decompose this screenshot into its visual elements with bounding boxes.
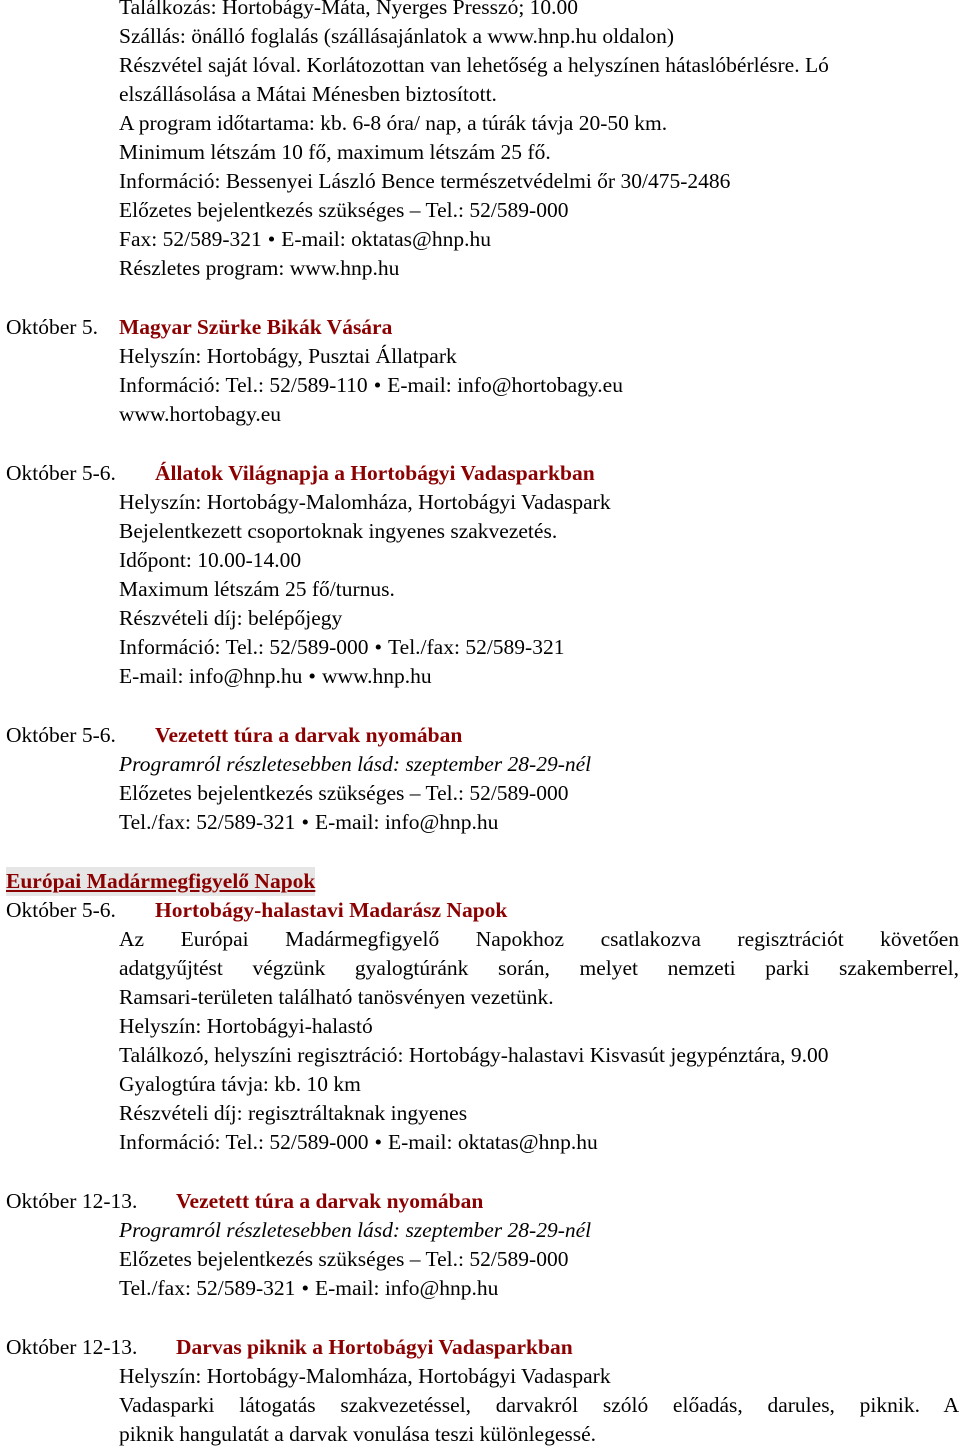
event-title: Darvas piknik a Hortobágyi Vadasparkban bbox=[176, 1335, 573, 1359]
fax-info: Tel./fax: 52/589-321 bbox=[119, 1276, 296, 1300]
event-date: Október 12-13. bbox=[6, 1335, 138, 1359]
intro-line: Szállás: önálló foglalás (szállásajánlatok a www.hnp.hu oldalon) bbox=[119, 24, 675, 48]
intro-line: elszállásolása a Mátai Ménesben biztosított. bbox=[119, 82, 497, 106]
event-line: Részvételi díj: regisztráltaknak ingyenes bbox=[119, 1101, 468, 1125]
event-title: Hortobágy-halastavi Madarász Napok bbox=[155, 898, 508, 922]
email-address: E-mail: oktatas@hnp.hu bbox=[281, 227, 491, 251]
event-contact-line bbox=[119, 662, 432, 691]
section-heading: Európai Madármegfigyelő Napok bbox=[6, 867, 315, 896]
event-line: www.hortobagy.eu bbox=[119, 402, 282, 426]
event-line: Helyszín: Hortobágy-Malomháza, Hortobágyi Vadaspark bbox=[119, 490, 611, 514]
event-contact-line bbox=[119, 633, 564, 662]
event-paragraph-line bbox=[119, 954, 959, 983]
fax-info: Tel./fax: 52/589-321 bbox=[388, 635, 565, 659]
justified-text: adatgyűjtést végzünk gyalogtúránk során, melyet nemzeti parki szakemberrel, bbox=[119, 956, 959, 980]
fax-info: Tel./fax: 52/589-321 bbox=[119, 810, 296, 834]
intro-line: Információ: Bessenyei László Bence természetvédelmi őr 30/475-2486 bbox=[119, 169, 731, 193]
email-address: E-mail: oktatas@hnp.hu bbox=[388, 1130, 598, 1154]
event-line: Maximum létszám 25 fő/turnus. bbox=[119, 577, 395, 601]
event-line: Időpont: 10.00-14.00 bbox=[119, 548, 302, 572]
intro-line: Részvétel saját lóval. Korlátozottan van lehetőség a helyszínen hátaslóbérlésre. Ló bbox=[119, 53, 829, 77]
event-paragraph-line bbox=[119, 925, 959, 954]
intro-line: Minimum létszám 10 fő, maximum létszám 25 fő. bbox=[119, 140, 551, 164]
fax-number: Fax: 52/589-321 bbox=[119, 227, 262, 251]
event-line: Részvételi díj: belépőjegy bbox=[119, 606, 343, 630]
event-date: Október 5-6. bbox=[6, 898, 116, 922]
event-contact-line bbox=[119, 1128, 598, 1157]
intro-line: Előzetes bejelentkezés szükséges – Tel.: 52/589-000 bbox=[119, 198, 569, 222]
event-line: Helyszín: Hortobágyi-halastó bbox=[119, 1014, 373, 1038]
event-contact-line bbox=[119, 808, 498, 837]
bullet-icon: • bbox=[301, 1276, 309, 1300]
event-title: Vezetett túra a darvak nyomában bbox=[176, 1189, 484, 1213]
event-line: Bejelentkezett csoportoknak ingyenes szakvezetés. bbox=[119, 519, 558, 543]
event-note: Programról részletesebben lásd: szeptember 28-29-nél bbox=[119, 752, 592, 776]
event-title: Vezetett túra a darvak nyomában bbox=[155, 723, 463, 747]
event-date: Október 5-6. bbox=[6, 723, 116, 747]
email-address: E-mail: info@hnp.hu bbox=[119, 664, 303, 688]
event-line: Találkozó, helyszíni regisztráció: Hortobágy-halastavi Kisvasút jegypénztára, 9.00 bbox=[119, 1043, 829, 1067]
event-paragraph-line bbox=[119, 1391, 959, 1420]
event-note: Programról részletesebben lásd: szeptember 28-29-nél bbox=[119, 1218, 592, 1242]
event-line: Helyszín: Hortobágy, Pusztai Állatpark bbox=[119, 344, 457, 368]
bullet-icon: • bbox=[374, 635, 383, 659]
bullet-icon: • bbox=[267, 227, 276, 251]
bullet-icon: • bbox=[301, 810, 309, 834]
phone-info: Információ: Tel.: 52/589-110 bbox=[119, 373, 368, 397]
event-contact-line bbox=[119, 1274, 498, 1303]
intro-line: Részletes program: www.hnp.hu bbox=[119, 256, 400, 280]
event-title: Állatok Világnapja a Hortobágyi Vadasparkban bbox=[155, 461, 595, 485]
event-date: Október 5. bbox=[6, 315, 98, 339]
event-paragraph-line: piknik hangulatát a darvak vonulása teszi különlegessé. bbox=[119, 1422, 597, 1446]
event-line: Előzetes bejelentkezés szükséges – Tel.: 52/589-000 bbox=[119, 1247, 569, 1271]
event-line: Gyalogtúra távja: kb. 10 km bbox=[119, 1072, 361, 1096]
event-title: Magyar Szürke Bikák Vására bbox=[119, 315, 393, 339]
bullet-icon: • bbox=[373, 373, 382, 397]
justified-text: Vadasparki látogatás szakvezetéssel, darvakról szóló előadás, darules, piknik. A bbox=[119, 1393, 959, 1417]
event-line: Előzetes bejelentkezés szükséges – Tel.: 52/589-000 bbox=[119, 781, 569, 805]
phone-info: Információ: Tel.: 52/589-000 bbox=[119, 635, 369, 659]
phone-info: Információ: Tel.: 52/589-000 bbox=[119, 1130, 369, 1154]
intro-contact-line bbox=[119, 225, 491, 254]
justified-text: Az Európai Madármegfigyelő Napokhoz csatlakozva regisztrációt követően bbox=[119, 927, 959, 951]
event-date: Október 12-13. bbox=[6, 1189, 138, 1213]
event-line: Helyszín: Hortobágy-Malomháza, Hortobágyi Vadaspark bbox=[119, 1364, 611, 1388]
email-address: E-mail: info@hortobagy.eu bbox=[387, 373, 623, 397]
event-contact-line bbox=[119, 371, 623, 400]
email-address: E-mail: info@hnp.hu bbox=[314, 1276, 499, 1300]
bullet-icon: • bbox=[374, 1130, 383, 1154]
intro-line: Találkozás: Hortobágy-Máta, Nyerges Presszó; 10.00 bbox=[119, 0, 579, 19]
event-paragraph-line: Ramsari-területen található tanösvényen vezetünk. bbox=[119, 985, 554, 1009]
intro-line: A program időtartama: kb. 6-8 óra/ nap, a túrák távja 20-50 km. bbox=[119, 111, 668, 135]
website: www.hnp.hu bbox=[321, 664, 432, 688]
bullet-icon: • bbox=[308, 664, 316, 688]
event-date: Október 5-6. bbox=[6, 461, 116, 485]
email-address: E-mail: info@hnp.hu bbox=[314, 810, 499, 834]
